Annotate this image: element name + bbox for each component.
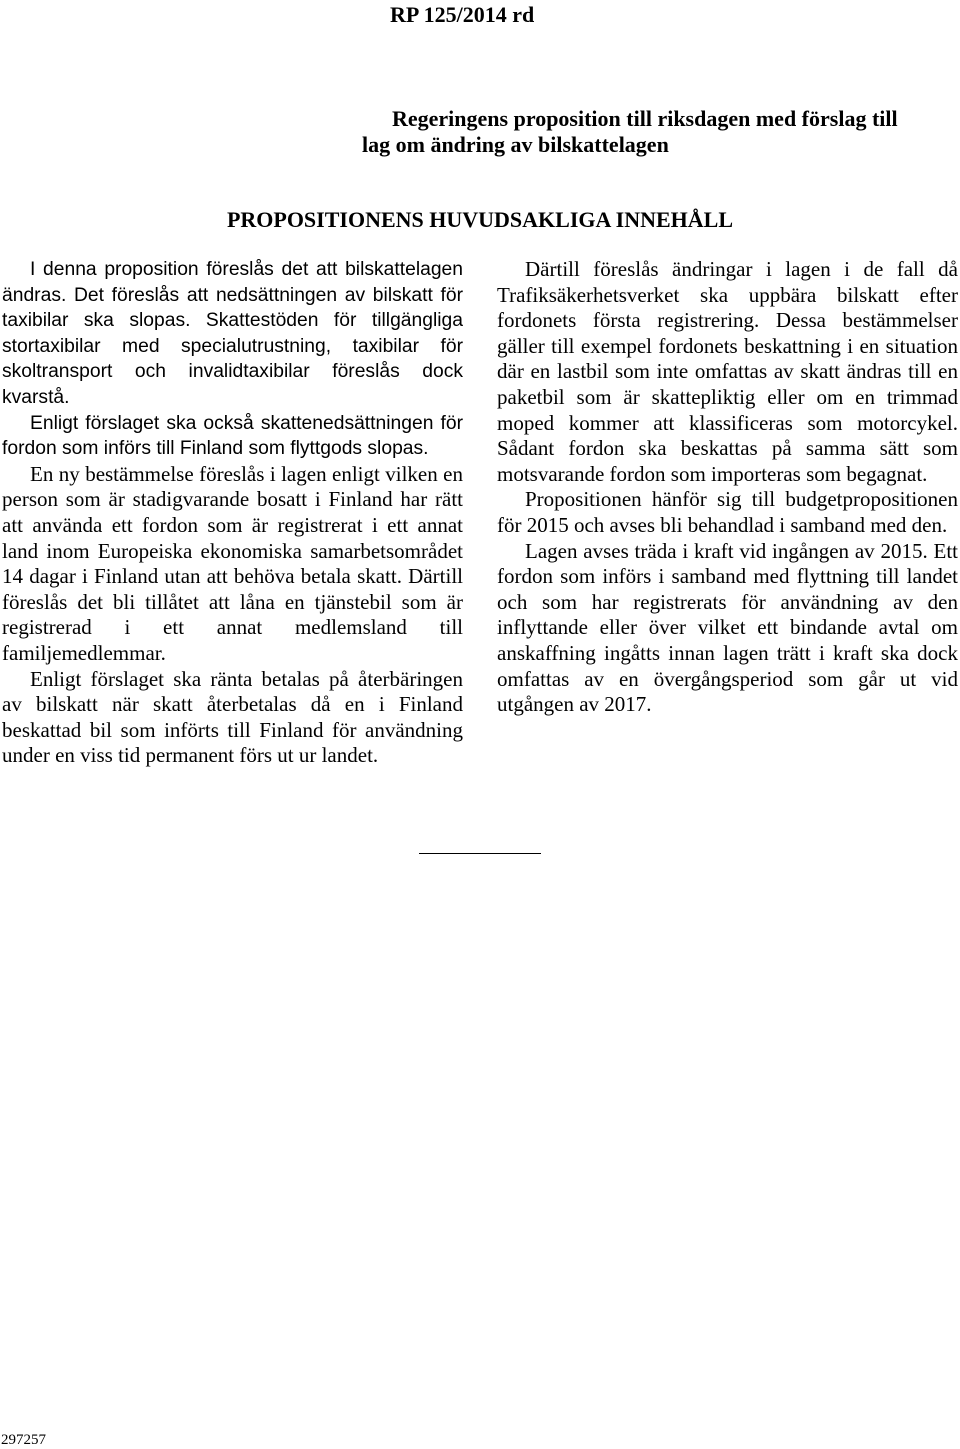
end-of-section-rule: [419, 853, 541, 854]
left-column: [2, 257, 463, 769]
left-paragraph-2: Enligt förslaget ska också skattenedsättningen för fordon som införs till Finland som flyttgods slopas.: [2, 412, 463, 460]
right-paragraph-1: Därtill föreslås ändringar i lagen i de fall då Trafiksäkerhetsverket ska uppbära bilskatt efter fordonets första registrering. Dessa bestämmelser gäller till exempel fordonets beskattning i en situation där en lastbil som inte omfattas av skatt ändras till en paketbil som är skattepliktig eller om en trimmad moped kommer att klassificeras som motorcykel. Sådant fordon ska beskattas på samma sätt som motsvarande fordon som importeras som begagnat.: [497, 257, 958, 486]
document-title-line-1: Regeringens proposition till riksdagen med förslag till: [392, 106, 898, 131]
left-paragraph-4: Enligt förslaget ska ränta betalas på återbäringen av bilskatt när skatt återbetalas då en i Finland beskattad bil som införts till Finland för användning under en viss tid permanent förs ut ur landet.: [2, 666, 463, 768]
page-code: 297257: [1, 1432, 46, 1448]
document-title-line-2: lag om ändring av bilskattelagen: [362, 132, 669, 157]
right-column: [497, 257, 958, 718]
left-paragraph-1: I denna proposition föreslås det att bilskattelagen ändras. Det föreslås att nedsättningen av bilskatt för taxibilar ska slopas. Skattestöden för tillgängliga stortaxibilar med specialutrustning, taxibilar för skoltransport och invalidtaxibilar föreslås dock kvarstå.: [2, 259, 463, 408]
document-title: [362, 106, 958, 158]
document-reference: RP 125/2014 rd: [390, 2, 535, 27]
right-paragraph-2: Propositionen hänför sig till budgetpropositionen för 2015 och avses bli behandlad i samband med den.: [497, 487, 958, 537]
left-paragraph-3: En ny bestämmelse föreslås i lagen enligt vilken en person som är stadigvarande bosatt i Finland har rätt att använda ett fordon som är registrerat i ett annat land inom Europeiska ekonomiska samarbetsområdet 14 dagar i Finland utan att behöva betala skatt. Därtill föreslås det bli tillåtet att låna en tjänstebil som är registrerad i ett annat medlemsland till familjemedlemmar.: [2, 461, 463, 665]
right-paragraph-3: Lagen avses träda i kraft vid ingången av 2015. Ett fordon som införs i samband med flyttning till landet och som har registrerats för användning av den inflyttande eller över vilket ett bindande avtal om anskaffning ingåtts innan lagen trätt i kraft ska dock omfattas av en övergångsperiod som går ut vid utgången av 2017.: [497, 538, 958, 717]
section-heading: PROPOSITIONENS HUVUDSAKLIGA INNEHÅLL: [226, 207, 734, 232]
